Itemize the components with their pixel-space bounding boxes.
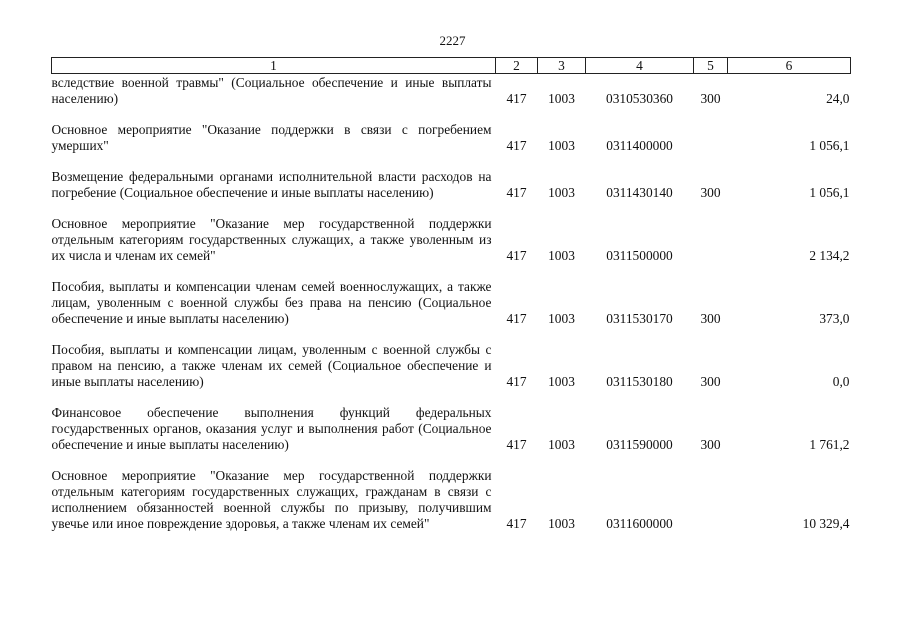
- row-description: Основное мероприятие "Оказание мер государственной поддержки отдельным категориям государственных служащих, гражданам в связи с исполнением обязанностей военной службы по призыву, получившим увечье или иное повреждение здоровья, а также членам их семей": [51, 468, 492, 531]
- table-row: [52, 107, 851, 154]
- row-description: Возмещение федеральными органами исполнительной власти расходов на погребение (Социальное обеспечение и иные выплаты населению): [51, 169, 492, 200]
- row-amount: 1 056,1: [809, 185, 850, 200]
- row-target-article: 0311530170: [606, 311, 673, 326]
- row-target-article: 0311430140: [606, 185, 673, 200]
- row-expense-type: [694, 453, 728, 532]
- row-section-code: 1003: [548, 248, 575, 263]
- row-amount: 373,0: [819, 311, 850, 326]
- column-header-5: 5: [694, 58, 728, 74]
- row-section-code: 1003: [548, 311, 575, 326]
- row-expense-type: 300: [700, 185, 721, 200]
- row-amount: 10 329,4: [802, 516, 850, 531]
- row-expense-type: 300: [700, 437, 721, 452]
- row-target-article: 0311530180: [606, 374, 673, 389]
- row-section-code: 1003: [548, 185, 575, 200]
- row-expense-type: [694, 201, 728, 264]
- table-row: [52, 154, 851, 201]
- row-expense-type: 300: [700, 91, 721, 106]
- row-description: Основное мероприятие "Оказание мер государственной поддержки отдельным категориям государственных служащих, а также уволенным из их числа и членам их семей": [51, 216, 492, 263]
- row-section-code: 1003: [548, 437, 575, 452]
- table-header: [52, 58, 851, 74]
- row-section-code: 1003: [548, 138, 575, 153]
- row-ministry-code: 417: [506, 185, 527, 200]
- row-target-article: 0311400000: [606, 138, 673, 153]
- table-row: [52, 453, 851, 532]
- row-amount: 1 056,1: [809, 138, 850, 153]
- table-row: [52, 264, 851, 327]
- budget-table: [51, 57, 851, 532]
- row-expense-type: 300: [700, 374, 721, 389]
- row-section-code: 1003: [548, 516, 575, 531]
- row-amount: 2 134,2: [809, 248, 850, 263]
- page-number: 2227: [439, 33, 466, 48]
- row-ministry-code: 417: [506, 437, 527, 452]
- column-header-1: 1: [52, 58, 496, 74]
- row-amount: 1 761,2: [809, 437, 850, 452]
- row-ministry-code: 417: [506, 91, 527, 106]
- row-ministry-code: 417: [506, 311, 527, 326]
- row-section-code: 1003: [548, 374, 575, 389]
- column-header-3: 3: [538, 58, 586, 74]
- column-header-2: 2: [496, 58, 538, 74]
- row-section-code: 1003: [548, 91, 575, 106]
- row-description: вследствие военной травмы" (Социальное обеспечение и иные выплаты населению): [51, 75, 492, 106]
- row-description: Финансовое обеспечение выполнения функций федеральных государственных органов, оказания услуг и выполнения работ (Социальное обеспечение и иные выплаты населению): [51, 405, 492, 452]
- row-amount: 24,0: [826, 91, 850, 106]
- table-row: [52, 201, 851, 264]
- table-row: [52, 390, 851, 453]
- row-description: Пособия, выплаты и компенсации членам семей военнослужащих, а также лицам, уволенным с военной службы без права на пенсию (Социальное обеспечение и иные выплаты населению): [51, 279, 492, 326]
- row-ministry-code: 417: [506, 138, 527, 153]
- row-description: Пособия, выплаты и компенсации лицам, уволенным с военной службы с правом на пенсию, а также членам их семей (Социальное обеспечение и иные выплаты населению): [51, 342, 492, 389]
- column-header-4: 4: [586, 58, 694, 74]
- table-row: [52, 327, 851, 390]
- row-description: Основное мероприятие "Оказание поддержки в связи с погребением умерших": [51, 122, 492, 153]
- row-target-article: 0310530360: [606, 91, 673, 106]
- column-header-6: 6: [728, 58, 851, 74]
- row-target-article: 0311590000: [606, 437, 673, 452]
- row-target-article: 0311500000: [606, 248, 673, 263]
- table-row: [52, 74, 851, 108]
- row-ministry-code: 417: [506, 516, 527, 531]
- row-amount: 0,0: [832, 374, 850, 389]
- row-expense-type: [694, 107, 728, 154]
- row-expense-type: 300: [700, 311, 721, 326]
- row-ministry-code: 417: [506, 374, 527, 389]
- row-ministry-code: 417: [506, 248, 527, 263]
- row-target-article: 0311600000: [606, 516, 673, 531]
